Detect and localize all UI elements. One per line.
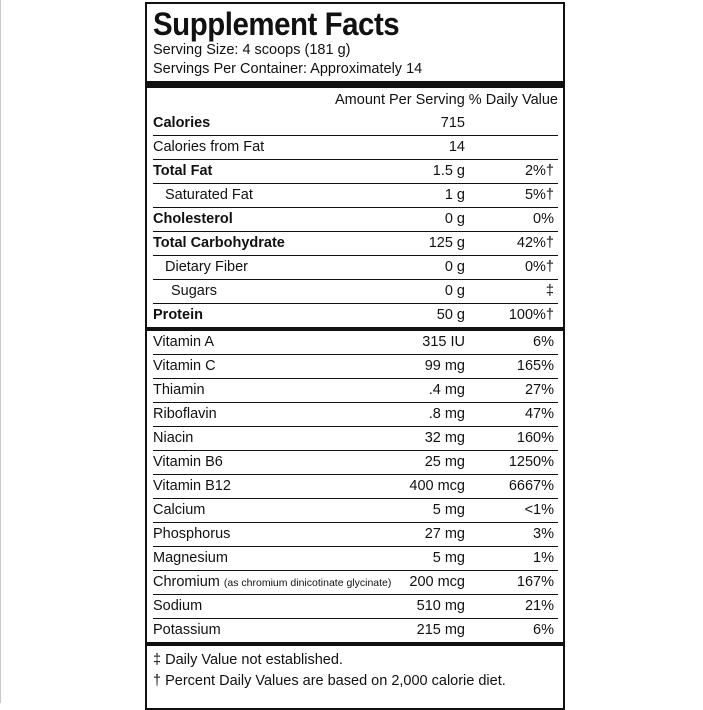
footnotes: [153, 646, 558, 692]
nutrient-name: [153, 574, 391, 590]
footnote-daily-value: ‡ Daily Value not established.: [153, 652, 343, 668]
nutrient-name-text: Riboflavin: [153, 406, 217, 422]
nutrient-name: [153, 307, 203, 323]
nutrient-name-text: Calories: [153, 115, 211, 131]
nutrient-name-text: Cholesterol: [153, 211, 233, 227]
nutrient-name: [153, 235, 285, 251]
nutrient-daily-value: 6667%: [508, 478, 554, 494]
nutrient-name-text: Vitamin C: [153, 358, 216, 374]
nutrient-daily-value: 0%†: [524, 259, 554, 275]
nutrient-daily-value: 21%: [524, 598, 554, 614]
nutrient-row: [153, 279, 558, 303]
nutrient-row: [153, 378, 558, 402]
nutrient-name-text: Calories from Fat: [153, 139, 265, 155]
nutrient-note: (as chromium dinicotinate glycinate): [223, 577, 392, 589]
nutrient-row: [153, 231, 558, 255]
nutrient-amount: 315 IU: [422, 334, 465, 350]
nutrient-name: [165, 259, 248, 275]
micronutrient-list: [153, 331, 558, 642]
nutrient-row: [153, 498, 558, 522]
nutrient-daily-value: 100%†: [508, 307, 554, 323]
nutrient-name: [153, 334, 214, 350]
nutrient-name: [153, 163, 212, 179]
nutrient-daily-value: ‡: [545, 283, 554, 299]
nutrient-daily-value: 160%: [516, 430, 554, 446]
column-header: [153, 88, 558, 112]
nutrient-name: [153, 382, 205, 398]
nutrient-daily-value: 165%: [516, 358, 554, 374]
nutrient-name-text: Niacin: [153, 430, 194, 446]
nutrient-name-text: Dietary Fiber: [165, 259, 248, 275]
nutrient-name: [153, 115, 210, 131]
nutrient-row: [153, 303, 558, 327]
nutrient-daily-value: 6%: [533, 334, 554, 350]
nutrient-name: [153, 622, 221, 638]
nutrient-name-text: Total Carbohydrate: [153, 235, 285, 251]
nutrient-row: [153, 331, 558, 354]
nutrient-amount: 125 g: [428, 235, 465, 251]
nutrient-daily-value: 3%: [533, 526, 554, 542]
nutrient-name-text: Thiamin: [153, 382, 205, 398]
nutrient-row: [153, 522, 558, 546]
nutrient-name-text: Calcium: [153, 502, 206, 518]
nutrient-name: [171, 283, 217, 299]
nutrient-row: [153, 570, 558, 594]
serving-size: Serving Size: 4 scoops (181 g): [153, 42, 351, 58]
footnote-percent: † Percent Daily Values are based on 2,000 calorie diet.: [153, 673, 506, 689]
nutrient-name: [165, 187, 253, 203]
nutrient-amount: 5 mg: [432, 502, 465, 518]
nutrient-amount: 0 g: [444, 259, 465, 275]
nutrient-row: [153, 546, 558, 570]
nutrient-amount: 215 mg: [416, 622, 465, 638]
nutrient-row: [153, 135, 558, 159]
nutrient-amount: 200 mcg: [409, 574, 465, 590]
nutrient-daily-value: 2%†: [524, 163, 554, 179]
nutrient-name: [153, 550, 228, 566]
nutrient-amount: 32 mg: [424, 430, 465, 446]
nutrient-amount: 0 g: [444, 283, 465, 299]
panel-title: Supplement Facts: [153, 6, 400, 42]
nutrient-name-text: Sodium: [153, 598, 203, 614]
nutrient-name: [153, 478, 231, 494]
macronutrient-list: [153, 112, 558, 327]
nutrient-daily-value: 5%†: [524, 187, 554, 203]
nutrient-name: [153, 430, 193, 446]
nutrient-amount: 510 mg: [416, 598, 465, 614]
servings-per-container: Servings Per Container: Approximately 14: [153, 61, 423, 77]
nutrient-daily-value: 0%: [533, 211, 554, 227]
nutrient-row: [153, 183, 558, 207]
nutrient-amount: 400 mcg: [409, 478, 465, 494]
nutrient-name: [153, 526, 230, 542]
nutrient-row: [153, 255, 558, 279]
nutrient-daily-value: 1250%: [508, 454, 554, 470]
nutrient-row: [153, 402, 558, 426]
nutrient-amount: 25 mg: [424, 454, 465, 470]
nutrient-row: [153, 159, 558, 183]
nutrient-name-text: Magnesium: [153, 550, 228, 566]
thick-divider: [147, 81, 563, 88]
nutrient-name-text: Total Fat: [153, 163, 213, 179]
nutrient-row: [153, 618, 558, 642]
nutrient-name: [153, 358, 216, 374]
nutrient-name-text: Chromium: [153, 574, 220, 590]
nutrient-row: [153, 450, 558, 474]
nutrient-name-text: Phosphorus: [153, 526, 231, 542]
nutrient-name: [153, 598, 202, 614]
column-header-text: Amount Per Serving % Daily Value: [335, 92, 558, 108]
nutrient-name-text: Protein: [153, 307, 203, 323]
nutrient-daily-value: 6%: [533, 622, 554, 638]
nutrient-amount: 0 g: [444, 211, 465, 227]
nutrient-row: [153, 426, 558, 450]
nutrient-amount: .4 mg: [428, 382, 465, 398]
nutrient-amount: 27 mg: [424, 526, 465, 542]
nutrient-daily-value: 27%: [524, 382, 554, 398]
nutrient-daily-value: 1%: [533, 550, 554, 566]
nutrient-row: [153, 207, 558, 231]
supplement-facts-panel: [145, 2, 565, 710]
nutrient-amount: 99 mg: [424, 358, 465, 374]
page-edge-rule: [0, 0, 1, 703]
nutrient-name-text: Sugars: [171, 283, 217, 299]
nutrient-name-text: Vitamin A: [153, 334, 214, 350]
nutrient-name: [153, 454, 223, 470]
nutrient-name: [153, 502, 205, 518]
nutrient-amount: 1 g: [444, 187, 465, 203]
nutrient-name-text: Saturated Fat: [165, 187, 253, 203]
nutrient-row: [153, 594, 558, 618]
nutrient-daily-value: 42%†: [516, 235, 554, 251]
nutrient-daily-value: 47%: [524, 406, 554, 422]
nutrient-name: [153, 406, 217, 422]
nutrient-amount: 715: [440, 115, 465, 131]
nutrient-daily-value: 167%: [516, 574, 554, 590]
nutrient-row: [153, 112, 558, 135]
nutrient-name: [153, 211, 233, 227]
nutrient-amount: 5 mg: [432, 550, 465, 566]
nutrient-amount: 1.5 g: [432, 163, 465, 179]
nutrient-amount: 50 g: [436, 307, 465, 323]
nutrient-name-text: Potassium: [153, 622, 221, 638]
nutrient-name-text: Vitamin B6: [153, 454, 223, 470]
nutrient-amount: 14: [448, 139, 465, 155]
nutrient-row: [153, 354, 558, 378]
nutrient-name: [153, 139, 264, 155]
nutrient-daily-value: <1%: [524, 502, 554, 518]
nutrient-row: [153, 474, 558, 498]
nutrient-name-text: Vitamin B12: [153, 478, 231, 494]
nutrient-amount: .8 mg: [428, 406, 465, 422]
